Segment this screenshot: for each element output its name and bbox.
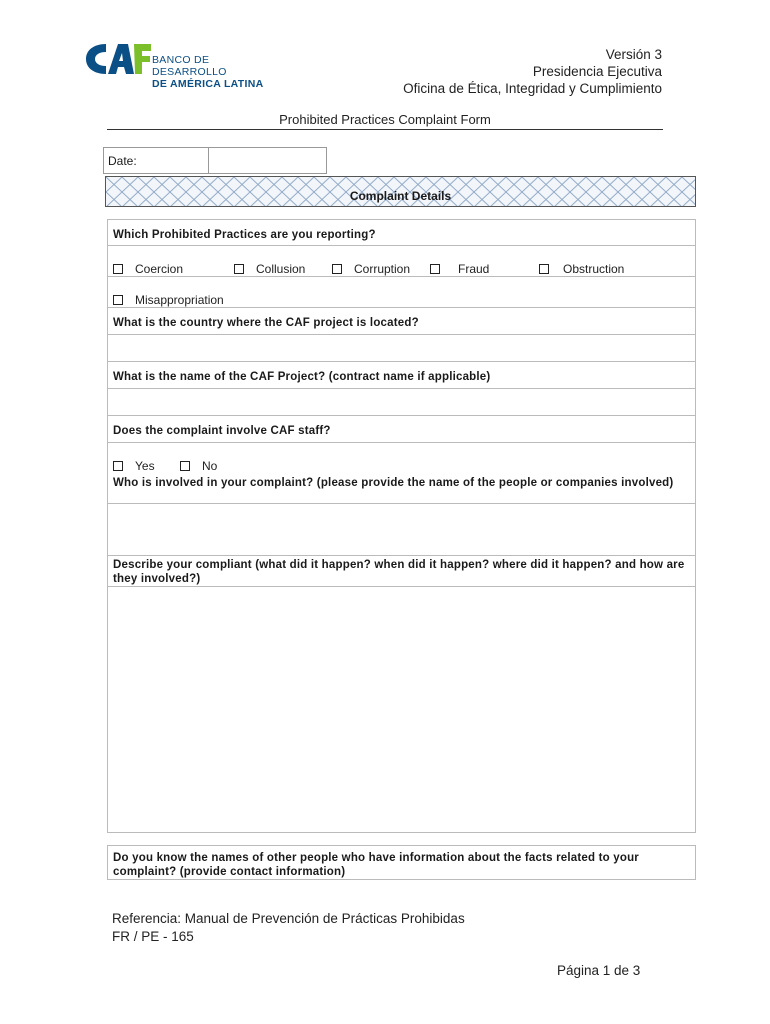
form-title: Prohibited Practices Complaint Form (279, 112, 491, 127)
project-answer-field[interactable] (107, 389, 696, 416)
practices-options-row (107, 246, 696, 277)
header-line-2: Presidencia Ejecutiva (532, 64, 662, 79)
page-number: Página 1 de 3 (557, 963, 641, 978)
checkbox-icon (332, 264, 342, 274)
describe-answer-field[interactable] (107, 587, 696, 833)
obstruction-checkbox[interactable]: Obstruction (539, 262, 624, 276)
staff-yes-checkbox[interactable]: Yes (113, 459, 155, 473)
practices-question-row (107, 219, 696, 246)
fraud-checkbox[interactable]: Fraud (430, 262, 489, 276)
country-answer-field[interactable] (107, 335, 696, 362)
footer-code: FR / PE - 165 (112, 929, 194, 944)
coercion-checkbox[interactable]: Coercion (113, 262, 183, 276)
checkbox-icon (113, 295, 123, 305)
staff-no-checkbox[interactable]: No (180, 459, 217, 473)
caf-logo-mark-icon (84, 42, 152, 76)
footer-reference: Referencia: Manual de Prevención de Prácticas Prohibidas (112, 911, 465, 926)
staff-answer-row (107, 443, 696, 504)
logo-line-2: DE AMÉRICA LATINA (152, 78, 264, 90)
title-divider (107, 129, 663, 130)
staff-question-row (107, 416, 696, 443)
caf-logo (84, 42, 284, 90)
describe-question-row (107, 556, 696, 587)
misappropriation-checkbox[interactable]: Misappropriation (113, 293, 224, 307)
collusion-checkbox[interactable]: Collusion (234, 262, 305, 276)
document-header (403, 46, 662, 97)
logo-text (152, 54, 284, 90)
describe-question: Describe your compliant (what did it happen? when did it happen? where did it happen? and how are they involved?) (113, 559, 685, 585)
staff-question: Does the complaint involve CAF staff? (113, 425, 331, 437)
complaint-form-table (107, 219, 696, 880)
checkbox-icon (430, 264, 440, 274)
project-question-row (107, 362, 696, 389)
checkbox-icon (234, 264, 244, 274)
country-question: What is the country where the CAF project is located? (113, 317, 419, 329)
checkbox-icon (539, 264, 549, 274)
checkbox-icon (113, 264, 123, 274)
complaint-details-title: Complaint Details (349, 189, 452, 203)
document-footer (112, 910, 465, 946)
checkbox-icon (113, 461, 123, 471)
others-question: Do you know the names of other people who have information about the facts related to your complaint? (provide contact information) (113, 852, 639, 878)
checkbox-icon (180, 461, 190, 471)
others-question-row (107, 845, 696, 880)
misappropriation-row (107, 277, 696, 308)
version-label: Versión 3 (605, 47, 662, 62)
practices-question: Which Prohibited Practices are you reporting? (113, 229, 376, 241)
country-question-row (107, 308, 696, 335)
date-input[interactable] (209, 147, 327, 174)
who-question: Who is involved in your complaint? (please provide the name of the people or companies involved) (113, 477, 674, 489)
who-answer-field[interactable] (107, 504, 696, 556)
project-question: What is the name of the CAF Project? (contract name if applicable) (113, 371, 491, 383)
header-line-3: Oficina de Ética, Integridad y Cumplimiento (403, 81, 662, 96)
date-label: Date: (108, 154, 137, 168)
logo-line-1: BANCO DE DESARROLLO (152, 54, 227, 78)
corruption-checkbox[interactable]: Corruption (332, 262, 410, 276)
